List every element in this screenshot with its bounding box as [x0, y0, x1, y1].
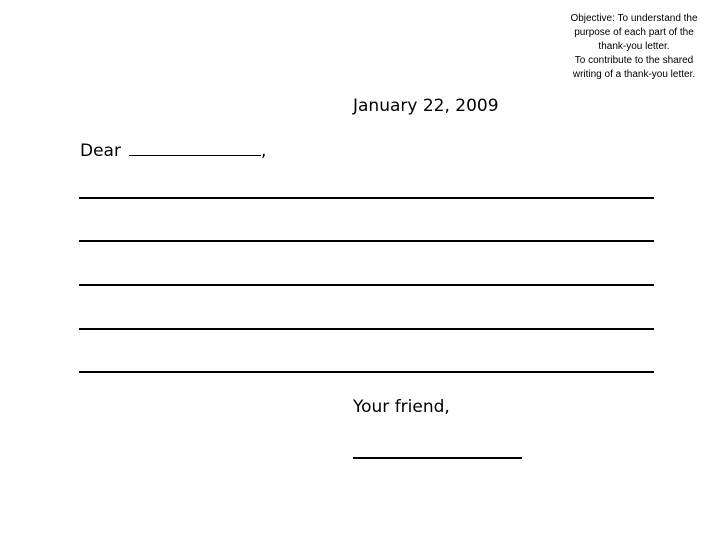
objective-line-1: Objective: To understand the — [570, 13, 698, 24]
body-writing-line — [79, 371, 654, 373]
body-writing-line — [79, 284, 654, 286]
body-writing-line — [79, 197, 654, 199]
letter-date: January 22, 2009 — [353, 96, 499, 116]
signature-line — [353, 457, 522, 459]
objective-line-3: thank-you letter. — [598, 41, 670, 52]
objective-line-4: To contribute to the shared — [574, 55, 694, 66]
objective-text — [560, 12, 708, 82]
letter-greeting — [80, 139, 266, 162]
greeting-comma: , — [260, 141, 267, 161]
body-writing-line — [79, 240, 654, 242]
objective-line-2: purpose of each part of the — [574, 27, 694, 38]
letter-closing: Your friend, — [353, 397, 450, 417]
greeting-word: Dear — [80, 141, 121, 161]
recipient-name-blank — [129, 139, 261, 156]
body-writing-line — [79, 328, 654, 330]
objective-line-5: writing of a thank-you letter. — [572, 69, 696, 80]
